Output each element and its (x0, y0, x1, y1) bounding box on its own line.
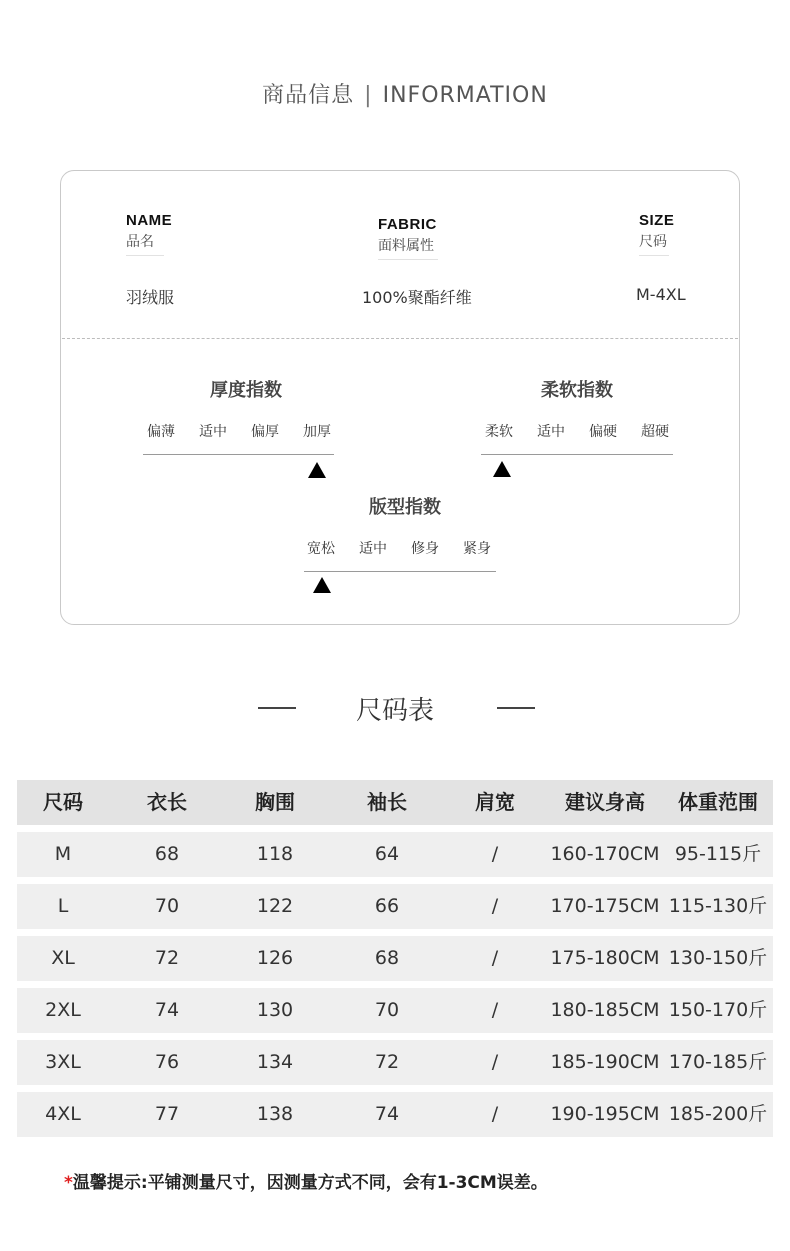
cell-chest: 130 (256, 999, 294, 1021)
size-value: M-4XL (636, 285, 686, 304)
cell-weight: 115-130斤 (668, 895, 768, 917)
measurement-note (64, 1168, 548, 1193)
fit-scale-line (304, 571, 496, 572)
cell-chest: 134 (256, 1051, 294, 1073)
cell-chest: 126 (256, 947, 294, 969)
cell-length: 74 (154, 999, 180, 1021)
header-cell-shoulder: 肩宽 (475, 790, 515, 814)
cell-size: M (54, 843, 72, 865)
info-title-cn: 商品信息 (262, 83, 355, 108)
name-label-cn: 品名 (126, 234, 154, 250)
fit-title: 版型指数 (369, 497, 441, 518)
fit-option-1: 宽松 (307, 541, 335, 557)
cell-height: 185-190CM (550, 1051, 660, 1073)
cell-size: 3XL (45, 1051, 81, 1073)
info-title-en: INFORMATION (382, 83, 548, 108)
cell-sleeve: 74 (374, 1103, 400, 1125)
cell-height: 170-175CM (550, 895, 660, 917)
cell-weight: 170-185斤 (668, 1051, 768, 1073)
softness-marker-icon (493, 461, 511, 477)
thickness-marker-icon (308, 462, 326, 478)
table-row (17, 1040, 773, 1085)
card-divider (62, 338, 738, 339)
size-chart-title: 尺码表 (355, 696, 434, 726)
cell-shoulder: / (491, 947, 499, 969)
thickness-option-3: 偏厚 (251, 424, 279, 440)
softness-option-1: 柔软 (485, 424, 513, 440)
softness-option-2: 适中 (537, 424, 565, 440)
cell-length: 72 (154, 947, 180, 969)
fabric-column (378, 216, 438, 260)
name-label-en: NAME (126, 212, 173, 229)
title-dash-right (497, 707, 535, 709)
cell-weight: 130-150斤 (668, 947, 768, 969)
header-cell-size: 尺码 (43, 790, 83, 814)
cell-length: 77 (154, 1103, 180, 1125)
table-row (17, 988, 773, 1033)
note-star: * (64, 1173, 73, 1193)
fabric-label-en: FABRIC (378, 216, 437, 233)
table-row (17, 1092, 773, 1137)
fit-option-3: 修身 (411, 541, 439, 557)
cell-height: 190-195CM (550, 1103, 660, 1125)
name-value: 羽绒服 (126, 288, 175, 307)
thickness-title: 厚度指数 (210, 380, 282, 401)
cell-height: 175-180CM (550, 947, 660, 969)
size-underline (639, 255, 669, 256)
note-text: 平铺测量尺寸，因测量方式不同，会有1-3CM误差。 (147, 1173, 548, 1193)
fit-option-2: 适中 (359, 541, 387, 557)
softness-title: 柔软指数 (541, 380, 613, 401)
fit-marker-icon (313, 577, 331, 593)
thickness-option-4: 加厚 (303, 424, 331, 440)
softness-option-3: 偏硬 (589, 424, 617, 440)
cell-chest: 138 (256, 1103, 294, 1125)
size-label-cn: 尺码 (639, 234, 667, 250)
softness-option-4: 超硬 (641, 424, 669, 440)
cell-shoulder: / (491, 1103, 499, 1125)
cell-height: 180-185CM (550, 999, 660, 1021)
cell-weight: 150-170斤 (668, 999, 768, 1021)
header-cell-length: 衣长 (147, 790, 187, 814)
title-separator: | (364, 83, 373, 108)
cell-chest: 122 (256, 895, 294, 917)
cell-shoulder: / (491, 1051, 499, 1073)
cell-size: XL (51, 947, 75, 969)
cell-sleeve: 64 (374, 843, 400, 865)
fabric-underline (378, 259, 438, 260)
table-row (17, 936, 773, 981)
cell-sleeve: 72 (374, 1051, 400, 1073)
size-label-en: SIZE (639, 212, 675, 229)
info-section-title (0, 78, 790, 109)
table-row (17, 832, 773, 877)
size-table-header (17, 780, 773, 825)
cell-chest: 118 (256, 843, 294, 865)
cell-length: 70 (154, 895, 180, 917)
cell-length: 68 (154, 843, 180, 865)
header-cell-height: 建议身高 (565, 790, 645, 814)
size-column (639, 212, 674, 256)
cell-weight: 95-115斤 (674, 843, 762, 865)
fabric-value: 100%聚酯纤维 (362, 288, 472, 307)
header-cell-weight: 体重范围 (678, 790, 758, 814)
cell-size: L (57, 895, 69, 917)
thickness-scale-line (143, 454, 334, 455)
table-row (17, 884, 773, 929)
note-label: 温馨提示: (72, 1173, 148, 1193)
cell-sleeve: 70 (374, 999, 400, 1021)
name-column (126, 212, 172, 256)
cell-sleeve: 68 (374, 947, 400, 969)
thickness-option-1: 偏薄 (147, 424, 175, 440)
cell-sleeve: 66 (374, 895, 400, 917)
cell-length: 76 (154, 1051, 180, 1073)
cell-size: 2XL (45, 999, 81, 1021)
fabric-label-cn: 面料属性 (378, 238, 434, 254)
cell-shoulder: / (491, 843, 499, 865)
cell-height: 160-170CM (550, 843, 660, 865)
header-cell-chest: 胸围 (255, 790, 295, 814)
softness-scale-line (481, 454, 673, 455)
cell-weight: 185-200斤 (668, 1103, 768, 1125)
name-underline (126, 255, 164, 256)
fit-option-4: 紧身 (463, 541, 491, 557)
cell-size: 4XL (45, 1103, 81, 1125)
thickness-option-2: 适中 (199, 424, 227, 440)
cell-shoulder: / (491, 999, 499, 1021)
header-cell-sleeve: 袖长 (367, 790, 407, 814)
cell-shoulder: / (491, 895, 499, 917)
